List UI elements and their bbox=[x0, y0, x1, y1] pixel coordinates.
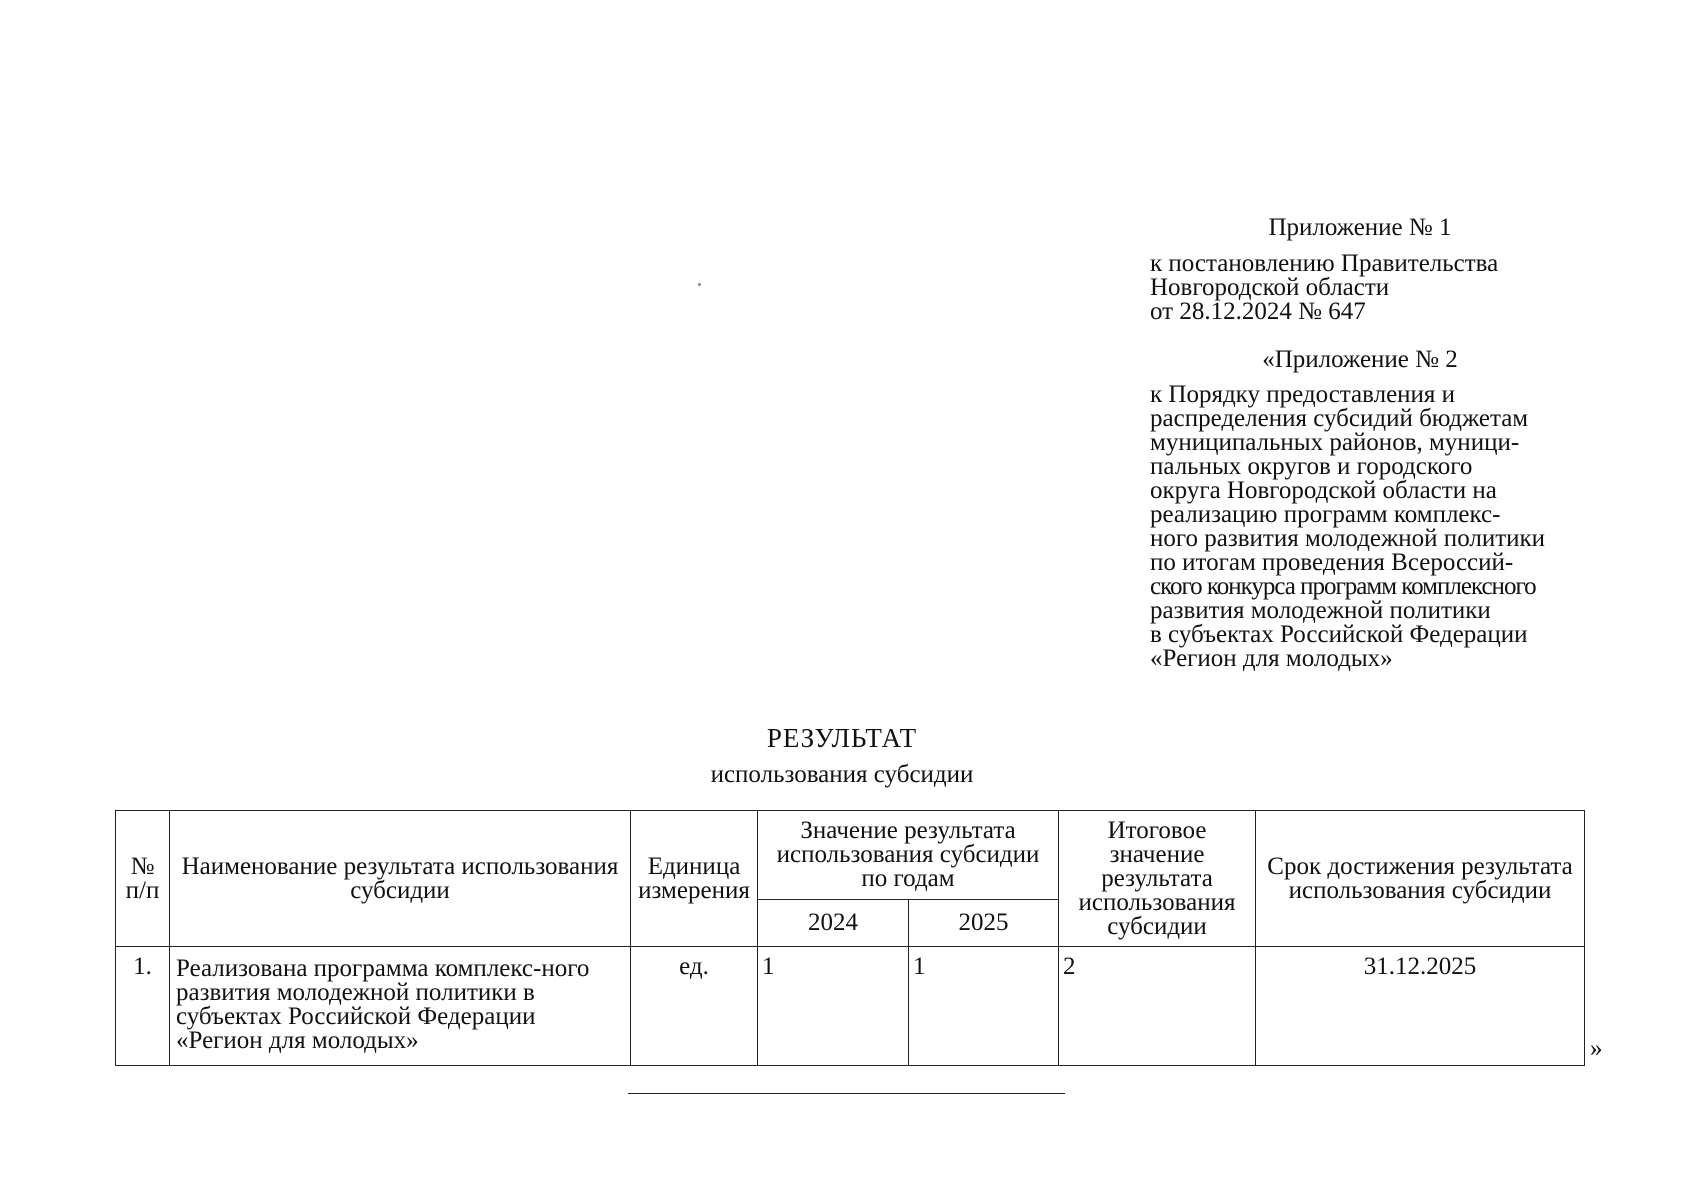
appendix2-line: реализацию программ комплекс- bbox=[1150, 501, 1501, 528]
appendix2-line: к Порядку предоставления и bbox=[1150, 381, 1456, 408]
scan-speck bbox=[698, 283, 701, 286]
cell-year-2024: 1 bbox=[758, 947, 909, 1066]
appendix1-line: к постановлению Правительства bbox=[1150, 250, 1499, 277]
document-title: РЕЗУЛЬТАТ bbox=[766, 723, 918, 753]
appendix1-line: от 28.12.2024 № 647 bbox=[1150, 298, 1366, 325]
appendix2-line: «Регион для молодых» bbox=[1150, 645, 1393, 672]
cell-name: Реализована программа комплекс-ного развития молодежной политики в субъектах Российской Федерации «Регион для молодых» bbox=[170, 947, 631, 1066]
document-subtitle: использования субсидии bbox=[710, 761, 974, 788]
appendix2-line: пальных округов и городского bbox=[1150, 453, 1473, 480]
appendix2-line: развития молодежной политики bbox=[1150, 597, 1491, 624]
appendix2-line: ского конкурса программ комплексного bbox=[1150, 573, 1536, 600]
header-year-2024: 2024 bbox=[758, 900, 909, 947]
appendix2-line: ного развития молодежной политики bbox=[1150, 525, 1546, 552]
table-row bbox=[116, 947, 1585, 1066]
appendix2-title: «Приложение № 2 bbox=[1262, 346, 1458, 373]
header-name: Наименование результата использования субсидии bbox=[170, 811, 631, 947]
cell-year-2025: 1 bbox=[909, 947, 1059, 1066]
table-header-row bbox=[116, 811, 1585, 900]
header-year-2025: 2025 bbox=[909, 900, 1059, 947]
cell-num: 1. bbox=[116, 947, 170, 1066]
results-table bbox=[115, 810, 1585, 1066]
closing-quote: » bbox=[1590, 1035, 1603, 1062]
cell-unit: ед. bbox=[631, 947, 758, 1066]
appendix2-line: в субъектах Российской Федерации bbox=[1150, 621, 1528, 648]
bottom-divider bbox=[628, 1093, 1065, 1094]
appendix2-line: округа Новгородской области на bbox=[1150, 477, 1497, 504]
header-deadline: Срок достижения результата использования субсидии bbox=[1256, 811, 1585, 947]
appendix2-line: распределения субсидий бюджетам bbox=[1150, 405, 1529, 432]
header-num: № п/п bbox=[116, 811, 170, 947]
cell-deadline: 31.12.2025 bbox=[1256, 947, 1585, 1066]
appendix2-lines bbox=[1150, 383, 1570, 671]
appendix-header bbox=[1150, 216, 1570, 671]
header-total: Итоговое значение результата использования субсидии bbox=[1059, 811, 1256, 947]
appendix1-title: Приложение № 1 bbox=[1268, 214, 1452, 241]
appendix2-line: муниципальных районов, муници- bbox=[1150, 429, 1520, 456]
appendix1-line: Новгородской области bbox=[1150, 274, 1390, 301]
appendix1-lines bbox=[1150, 252, 1570, 324]
header-value-by-years: Значение результата использования субсидии по годам bbox=[758, 811, 1059, 900]
header-unit: Единица измерения bbox=[631, 811, 758, 947]
cell-total: 2 bbox=[1059, 947, 1256, 1066]
appendix2-line: по итогам проведения Всероссий- bbox=[1150, 549, 1514, 576]
